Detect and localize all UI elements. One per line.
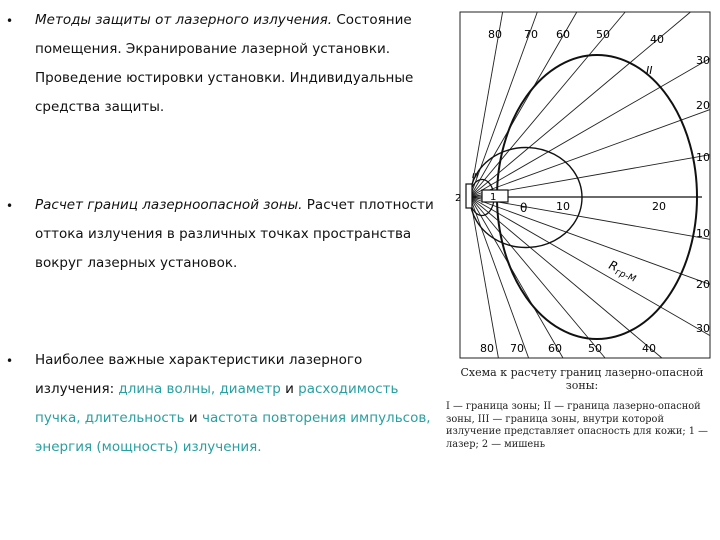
angle-label-bottom-60: 60 [548, 342, 562, 355]
bullet-1-lead: Методы защиты от лазерного излучения. [35, 12, 333, 28]
angle-label-bottom-50: 50 [588, 342, 602, 355]
ray-line-top-20 [470, 110, 710, 197]
bullet-3-frequency: частота повторения импульсов, [197, 410, 431, 426]
bullet-3-energy: энергия (мощность) [35, 439, 179, 455]
laser-label: 1 [490, 192, 497, 203]
axis-tick-10: 10 [556, 200, 570, 213]
diagram-labels [455, 28, 710, 355]
ray-line-bottom-20 [470, 197, 710, 284]
zone-label-III: III [472, 172, 479, 180]
angle-label-right-30-bottom: 30 [696, 322, 710, 335]
figure-caption-title: Схема к расчету границ лазерно-опасной зоны: [460, 366, 704, 392]
angle-label-right-20-top: 20 [696, 99, 710, 112]
angle-label-right-20-bottom: 20 [696, 278, 710, 291]
bullet-item-2 [35, 191, 435, 278]
angle-label-bottom-80: 80 [480, 342, 494, 355]
bullet-marker-2: • [6, 199, 14, 213]
bullet-3-and-2: и [184, 410, 198, 426]
target-label: 2 [455, 193, 462, 204]
angle-label-bottom-40: 40 [642, 342, 656, 355]
bullet-item-1 [35, 6, 435, 122]
angle-label-right-30-top: 30 [696, 54, 710, 67]
bullet-3-duration: длительность [80, 410, 185, 426]
bullet-3-and-1: и [280, 381, 294, 397]
bullet-2-lead: Расчет границ лазерноопасной зоны. [35, 197, 303, 213]
ray-lines [470, 12, 710, 358]
angle-label-right-10-top: 10 [696, 151, 710, 164]
theta-label: θ [520, 201, 528, 215]
angle-label-bottom-70: 70 [510, 342, 524, 355]
bullet-item-3 [35, 346, 435, 462]
figure-caption-body: I — граница зоны; II — граница лазерно-опасной зоны, III — граница зоны, внутри которой излучение представляет опасность для кожи; 1 — лазер; 2 — мишень [446, 401, 708, 450]
laser-zone-diagram [452, 6, 720, 364]
radius-label: $R_{гр-М}$ [606, 257, 638, 285]
bullet-3-lead: Наиболее важные характеристики лазерного излучения: [35, 352, 363, 397]
target-box [466, 184, 472, 208]
zone-label-II: II [646, 64, 653, 77]
angle-label-top-80: 80 [488, 28, 502, 41]
bullet-marker-1: • [6, 14, 14, 28]
bullet-3-radiation: излучения. [178, 439, 262, 455]
bullet-3-divergence: расходимость пучка, [35, 381, 399, 426]
angle-label-top-60: 60 [556, 28, 570, 41]
angle-label-top-70: 70 [524, 28, 538, 41]
angle-label-top-40: 40 [650, 33, 664, 46]
bullet-marker-3: • [6, 354, 14, 368]
angle-label-right-10-bottom: 10 [696, 227, 710, 240]
bullet-3-diameter: диаметр [215, 381, 281, 397]
angle-label-top-50: 50 [596, 28, 610, 41]
bullet-2-text: Расчет плотности оттока излучения в различных точках пространства вокруг лазерных установок. [35, 197, 434, 271]
bullet-1-text: Состояние помещения. Экранирование лазерной установки. Проведение юстировки установки. Индивидуальные средства защиты. [35, 12, 414, 115]
axis-tick-20: 20 [652, 200, 666, 213]
bullet-3-wavelength: длина волны, [114, 381, 216, 397]
